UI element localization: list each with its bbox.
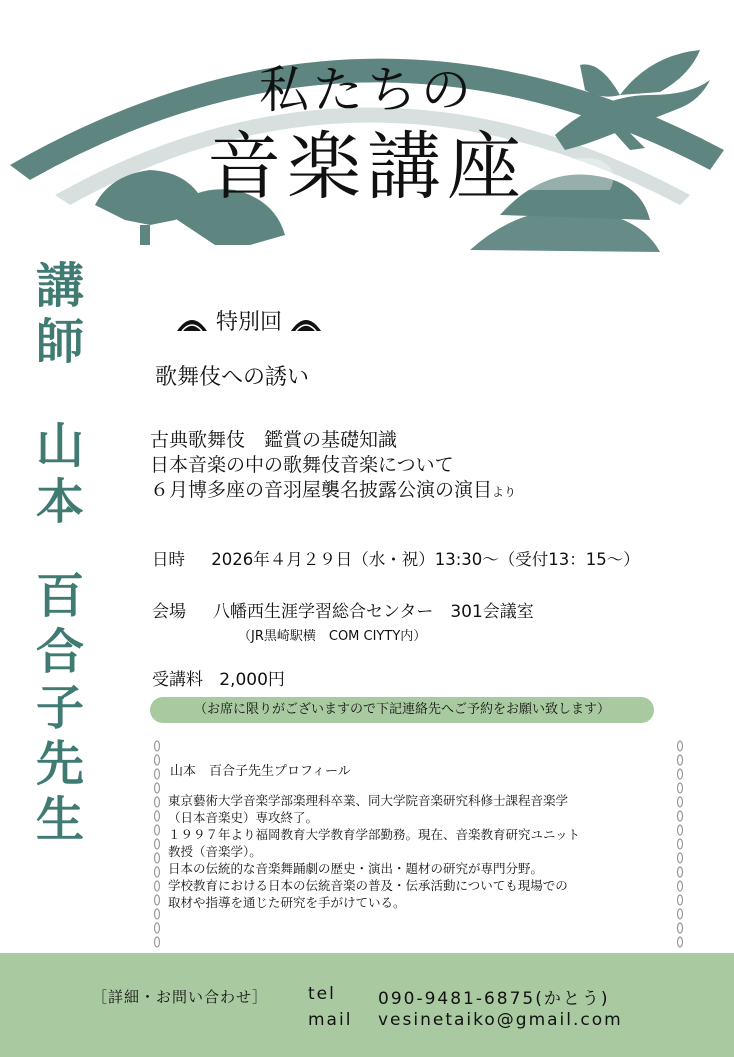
- mail-value[interactable]: vesinetaiko@gmail.com: [378, 1010, 623, 1030]
- chain-border-icon: [676, 740, 684, 950]
- date-label: 日時: [152, 550, 185, 569]
- reservation-notice: （お席に限りがございますので下記連絡先へご予約をお願い致します）: [150, 697, 654, 723]
- topic-suffix: より: [492, 485, 517, 499]
- vertical-char: 先: [35, 736, 84, 792]
- profile-body: [168, 792, 673, 911]
- profile-title: 山本 百合子先生プロフィール: [170, 764, 351, 779]
- vertical-char: 山: [35, 418, 84, 474]
- venue-subnote: （JR黒崎駅横 COM CIYTY内）: [238, 629, 427, 644]
- tel-key: tel: [308, 984, 336, 1004]
- lecturer-vertical-given-name: [30, 568, 90, 848]
- venue-value: 八幡西生涯学習総合センター 301会議室: [213, 602, 534, 622]
- pine-icon: [289, 313, 323, 333]
- topic-item: 日本音楽の中の歌舞伎音楽について: [150, 454, 454, 476]
- profile-line: １９９７年より福岡教育大学教育学部勤務。現在、音楽教育研究ユニット: [168, 827, 581, 842]
- tel-value[interactable]: 090-9481-6875(かとう): [378, 989, 610, 1009]
- profile-line: 取材や指導を通じた研究を手がけている。: [168, 895, 406, 910]
- profile-line: 東京藝術大学音楽学部楽理科卒業、同大学院音楽研究科修士課程音楽学: [168, 793, 569, 808]
- pine-icon: [175, 313, 209, 333]
- vertical-char: 本: [35, 474, 84, 530]
- vertical-char: 生: [35, 792, 84, 848]
- chain-border-icon: [153, 740, 161, 950]
- date-value: 2026年４月２９日（水・祝）13:30〜（受付13：15〜）: [211, 550, 640, 569]
- special-session-heading: [175, 305, 323, 336]
- vertical-char: 子: [35, 680, 84, 736]
- profile-line: 教授（音楽学）。: [168, 844, 262, 859]
- topic-list: [150, 428, 516, 505]
- vertical-char: 合: [35, 624, 84, 680]
- fee-value: 2,000円: [219, 670, 285, 690]
- profile-line: 学校教育における日本の伝統音楽の普及・伝承活動についても現場での: [168, 878, 568, 893]
- poster-title-line2: 音楽講座: [207, 124, 527, 210]
- vertical-char: 講: [35, 258, 84, 314]
- contact-label: ［詳細・お問い合わせ］: [92, 988, 269, 1006]
- event-fee: [152, 665, 285, 690]
- profile-line: （日本音楽史）専攻終了。: [168, 810, 319, 825]
- mail-key: mail: [308, 1010, 353, 1030]
- lecturer-vertical-label: [30, 258, 90, 370]
- venue-label: 会場: [152, 602, 186, 622]
- lecturer-vertical-surname: [30, 418, 90, 530]
- main-theme: 歌舞伎への誘い: [155, 365, 310, 390]
- poster-title-line1: 私たちの: [259, 61, 475, 119]
- event-venue: [152, 597, 534, 622]
- fee-label: 受講料: [152, 670, 203, 690]
- special-session-label: 特別回: [216, 310, 283, 335]
- profile-line: 日本の伝統的な音楽舞踊劇の歴史・演出・題材の研究が専門分野。: [168, 861, 544, 876]
- event-date: [152, 546, 640, 570]
- vertical-char: 師: [35, 314, 84, 370]
- topic-item: 古典歌舞伎 鑑賞の基礎知識: [150, 429, 398, 451]
- vertical-char: 百: [35, 568, 84, 624]
- topic-item: ６月博多座の音羽屋襲名披露公演の演目より: [150, 479, 517, 501]
